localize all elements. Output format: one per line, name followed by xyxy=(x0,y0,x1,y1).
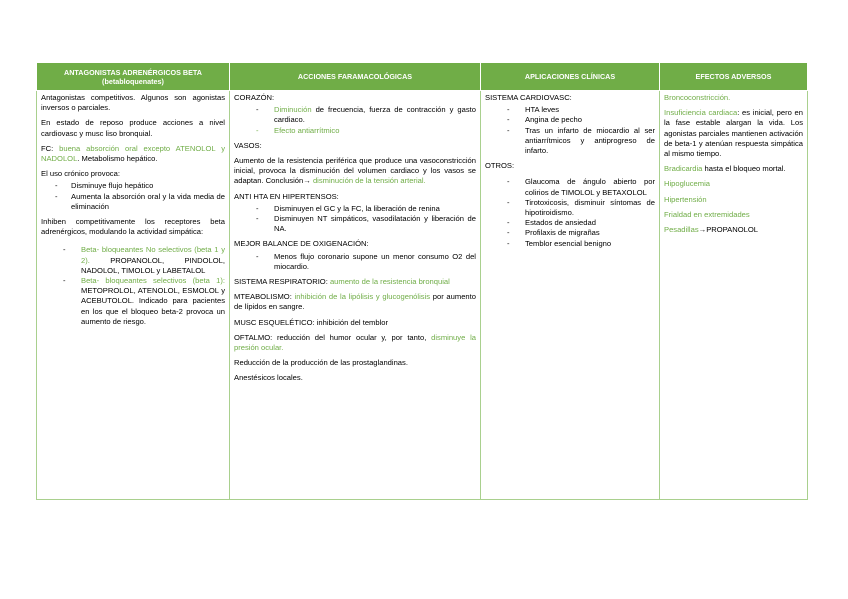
list-item: - Estados de ansiedad xyxy=(485,218,655,228)
header-antagonistas: ANTAGONISTAS ADRENÉRGICOS BETA (betabloquenates) xyxy=(37,63,230,91)
paragraph: Hipoglucemia xyxy=(664,179,711,189)
section-heading: SISTEMA CARDIOVASC: xyxy=(485,93,572,102)
paragraph: MUSC ESQUELÉTICO: inhibición del temblor xyxy=(234,317,389,327)
section-heading: ANTI HTA EN HIPERTENSOS: xyxy=(234,191,339,201)
paragraph: Reducción de la producción de las prostaglandinas. xyxy=(234,358,408,368)
text: FC: xyxy=(41,143,60,153)
paragraph xyxy=(234,156,476,187)
list xyxy=(41,245,225,327)
highlight-text: Insuficiencia cardiaca xyxy=(664,108,738,118)
paragraph xyxy=(234,333,476,353)
list-item: - Glaucoma de ángulo abierto por colirios de TIMOLOL y BETAXOLOL xyxy=(485,177,655,197)
paragraph xyxy=(664,164,803,174)
paragraph: Hipertensión xyxy=(664,194,707,204)
paragraph xyxy=(41,144,225,164)
list-item xyxy=(234,105,476,125)
list-item: - Temblor esencial benigno xyxy=(485,239,655,249)
section-heading: VASOS: xyxy=(234,140,262,150)
list-item xyxy=(41,276,225,327)
header-acciones: ACCIONES FARAMACOLÓGICAS xyxy=(230,63,481,91)
paragraph: Antagonistas competitivos. Algunos son agonistas inversos o parciales. xyxy=(41,93,225,113)
paragraph: Frialdad en extremidades xyxy=(664,209,750,219)
text: . Metabolismo hepático. xyxy=(77,154,158,164)
section-heading: MEJOR BALANCE DE OXIGENACIÓN: xyxy=(234,239,369,249)
text: Aumento de la resistencia periférica que produce una vasoconstricción inicial, provoca la disminución del volumen cardiaco y los vasos se adaptan. Conclusión→ xyxy=(234,156,476,186)
highlight-text: disminución de la tensión arterial. xyxy=(312,176,426,186)
text: OFTALMO: reducción del humor ocular y, por tanto, xyxy=(234,332,432,342)
list-item: - Disminuye flujo hepático xyxy=(41,181,225,191)
section-heading: CORAZÓN: xyxy=(234,93,275,102)
cell-efectos xyxy=(660,91,808,500)
text: : es inicial, pero en la fase estable alargan la vida. Los agonistas parciales mantienen activación de beta-1 y atenúan respuesta simpática al mismo tiempo. xyxy=(664,108,803,159)
highlight-text: inhibición de la lipólisis y glucogenólisis xyxy=(294,292,431,302)
paragraph: Anestésicos locales. xyxy=(234,373,303,383)
paragraph: Inhiben competitivamente los receptores beta adrenérgicos, modulando la actividad simpática: xyxy=(41,217,225,237)
list-item: - Tirotoxicosis, disminuir síntomas de hipotiroidismo. xyxy=(485,198,655,218)
list-item: - Efecto antiarrítmico xyxy=(234,126,476,136)
list-item: - Angina de pecho xyxy=(485,115,655,125)
list xyxy=(234,204,476,235)
paragraph: Broncoconstricción. xyxy=(664,93,731,102)
highlight-text: aumento de la resistencia bronquial xyxy=(329,277,450,287)
text: MTEABOLISMO: xyxy=(234,292,295,302)
list xyxy=(41,181,225,212)
list xyxy=(234,105,476,136)
list xyxy=(485,105,655,156)
highlight-text: Beta- bloqueantes No selectivos (beta 1 y 2). xyxy=(81,245,225,265)
cell-aplicaciones xyxy=(481,91,660,500)
list-item: - Disminuyen NT simpáticos, vasodilatación y liberación de NA. xyxy=(234,214,476,234)
list-item: - HTA leves xyxy=(485,105,655,115)
cell-antagonistas xyxy=(37,91,230,500)
text: PROPANOLOL, PINDOLOL, NADOLOL, TIMOLOL y LABETALOL xyxy=(81,255,225,275)
list-item xyxy=(41,245,225,276)
paragraph xyxy=(234,277,476,287)
text: METOPROLOL, ATENOLOL, ESMOLOL y ACEBUTOLOL. Indicado para pacientes en los que el bloqueo beta-2 provoca un aumento de riesgo. xyxy=(81,286,225,326)
text: por aumento de lípidos en sangre. xyxy=(234,292,476,312)
text: →PROPANOLOL xyxy=(698,225,758,235)
list-item: - Profilaxis de migrañas xyxy=(485,228,655,238)
list-item: - Menos flujo coronario supone un menor consumo O2 del miocardio. xyxy=(234,252,476,272)
highlight-text: Beta- bloqueantes selectivos (beta 1): xyxy=(81,276,225,286)
list-item: - Disminuyen el GC y la FC, la liberación de renina xyxy=(234,204,476,214)
list-item: - Tras un infarto de miocardio al ser antiarrítmicos y antiprogreso de infarto. xyxy=(485,126,655,157)
list xyxy=(485,177,655,248)
paragraph xyxy=(664,108,803,159)
header-aplicaciones: APLICACIONES CLÍNICAS xyxy=(481,63,660,91)
pharmacology-table xyxy=(36,62,808,500)
highlight-text: disminuye la presión ocular. xyxy=(234,332,476,353)
highlight-text: Bradicardia xyxy=(664,164,703,174)
text: de frecuencia, fuerza de contracción y gasto cardiaco. xyxy=(274,105,476,125)
paragraph: El uso crónico provoca: xyxy=(41,169,120,179)
header-efectos: EFECTOS ADVERSOS xyxy=(660,63,808,91)
text: hasta el bloqueo mortal. xyxy=(702,164,786,174)
paragraph xyxy=(664,225,803,235)
list-item: - Aumenta la absorción oral y la vida media de eliminación xyxy=(41,192,225,212)
text: SISTEMA RESPIRATORIO: xyxy=(234,277,330,287)
highlight-text: Diminución xyxy=(274,105,312,115)
highlight-text: buena absorción oral excepto ATENOLOL y NADOLOL xyxy=(41,143,225,164)
paragraph xyxy=(234,292,476,312)
highlight-text: Pesadillas xyxy=(664,225,699,235)
cell-acciones xyxy=(230,91,481,500)
paragraph: En estado de reposo produce acciones a nivel cardiovasc y musc liso bronquial. xyxy=(41,118,225,138)
section-heading: OTROS: xyxy=(485,161,515,171)
list xyxy=(234,252,476,272)
